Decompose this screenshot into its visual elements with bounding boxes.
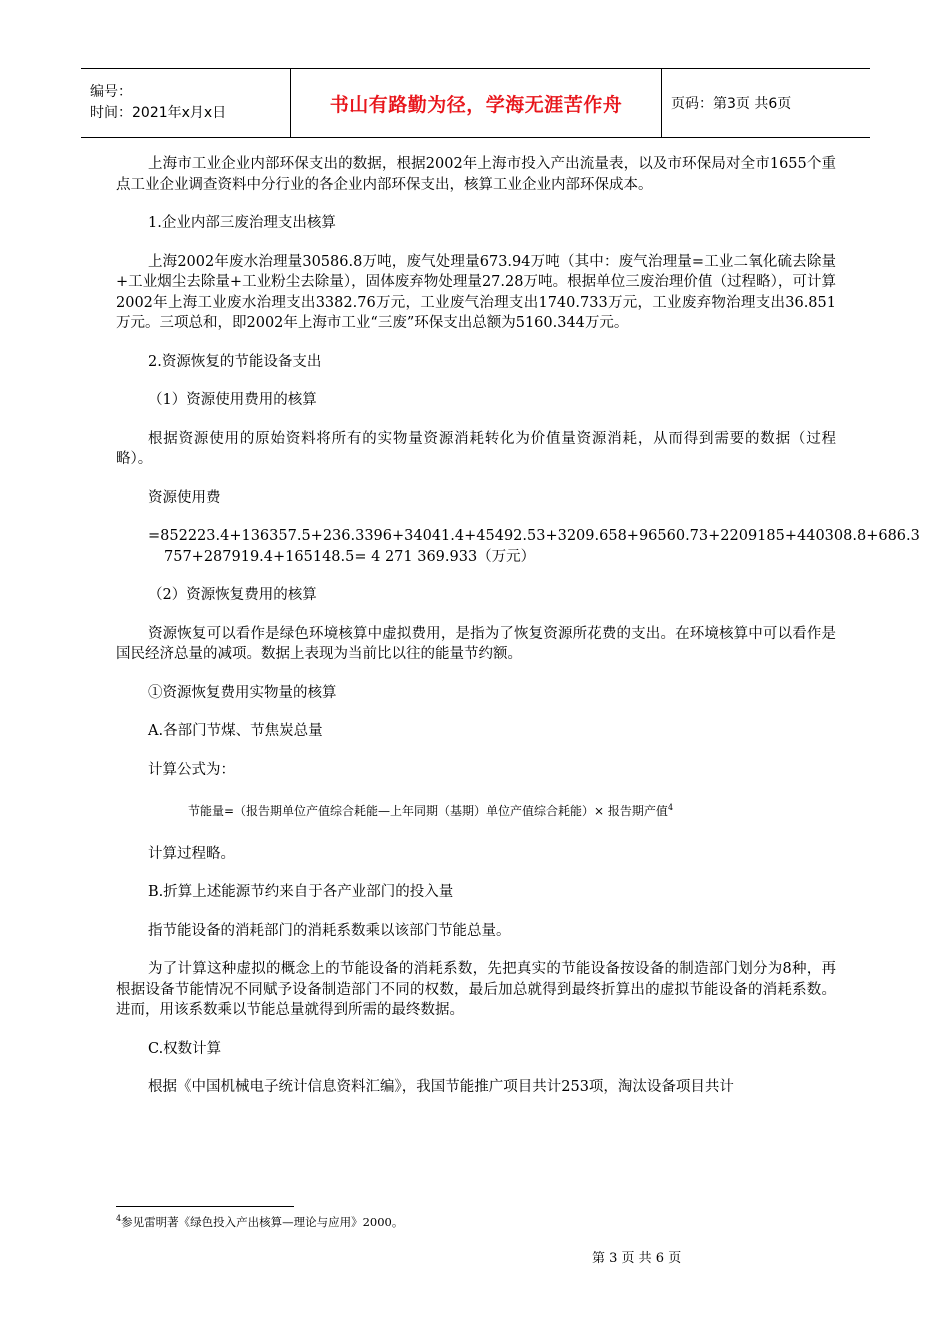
paragraph: 计算公式为： — [148, 761, 235, 778]
section-heading: 2.资源恢复的节能设备支出 — [148, 353, 322, 370]
subsection-heading: （2）资源恢复费用的核算 — [148, 587, 317, 603]
formula-text: 节能量=（报告期单位产值综合耗能—上年同期（基期）单位产值综合耗能）× 报告期产值 — [188, 804, 668, 818]
footnote-ref[interactable]: 4 — [667, 803, 674, 812]
header-page-cell — [662, 69, 791, 137]
formula-line: =852223.4+136357.5+236.3396+34041.4+45492.53+3209.658+96560.73+2209185+440308.8+686.3 — [148, 528, 920, 544]
header-motto: 书山有路勤为径，学海无涯苦作舟 — [329, 93, 623, 116]
paragraph: 资源使用费 — [148, 489, 221, 506]
document-body — [116, 154, 920, 1116]
document-number-label: 编号： — [90, 84, 132, 100]
page-footer: 第 3 页 共 6 页 — [592, 1251, 682, 1266]
subsection-heading: ①资源恢复费用实物量的核算 — [148, 684, 337, 701]
item-heading: A.各部门节煤、节焦炭总量 — [148, 723, 323, 739]
footnote — [116, 1214, 403, 1230]
header-motto-cell — [291, 69, 662, 137]
document-header — [81, 68, 870, 138]
subsection-heading: （1）资源使用费用的核算 — [148, 392, 317, 408]
paragraph: 指节能设备的消耗部门的消耗系数乘以该部门节能总量。 — [148, 922, 511, 939]
header-meta — [81, 69, 291, 137]
paragraph: 根据资源使用的原始资料将所有的实物量资源消耗转化为价值量资源消耗，从而得到需要的数据（过程略）。 — [116, 430, 836, 467]
item-heading: B.折算上述能源节约来自于各产业部门的投入量 — [148, 884, 454, 900]
paragraph: 资源恢复可以看作是绿色环境核算中虚拟费用，是指为了恢复资源所花费的支出。在环境核算中可以看作是国民经济总量的减项。数据上表现为当前比以往的能量节约额。 — [116, 625, 836, 662]
section-heading: 1.企业内部三废治理支出核算 — [148, 215, 336, 231]
paragraph: 根据《中国机械电子统计信息资料汇编》，我国节能推广项目共计253项，淘汰设备项目共计 — [148, 1079, 734, 1095]
paragraph: 上海2002年废水治理量30586.8万吨，废气处理量673.94万吨（其中：废气治理量=工业二氧化硫去除量+工业烟尘去除量+工业粉尘去除量），固体废弃物处理量27.28万吨。根据单位三废治理价值（过程略），可计算2002年上海工业废水治理支出3382.76万元，工业废气治理支出1740.733万元，工业废弃物治理支出36.851万元。三项总和，即2002年上海市工业“三废”环保支出总额为5160.344万元。 — [116, 253, 836, 331]
header-page-label: 页码：第3页 共6页 — [671, 96, 792, 112]
document-date-label: 时间：2021年x月x日 — [90, 105, 227, 121]
footnote-marker: 4 — [116, 1214, 122, 1224]
footnote-text: 参见雷明著《绿色投入产出核算—理论与应用》2000。 — [121, 1215, 404, 1229]
paragraph: 上海市工业企业内部环保支出的数据，根据2002年上海市投入产出流量表，以及市环保局对全市1655个重点工业企业调查资料中分行业的各企业内部环保支出，核算工业企业内部环保成本。 — [116, 156, 836, 193]
item-heading: C.权数计算 — [148, 1040, 222, 1057]
formula-line-continued: 757+287919.4+165148.5= 4 271 369.933（万元） — [164, 548, 536, 565]
paragraph: 为了计算这种虚拟的概念上的节能设备的消耗系数，先把真实的节能设备按设备的制造部门划分为8种，再根据设备节能情况不同赋予设备制造部门不同的权数，最后加总就得到最终折算出的虚拟节能设备的消耗系数。进而，用该系数乘以节能总量就得到所需的最终数据。 — [116, 961, 836, 1018]
paragraph: 计算过程略。 — [148, 845, 235, 862]
footnote-divider — [116, 1206, 294, 1207]
formula — [116, 798, 836, 822]
